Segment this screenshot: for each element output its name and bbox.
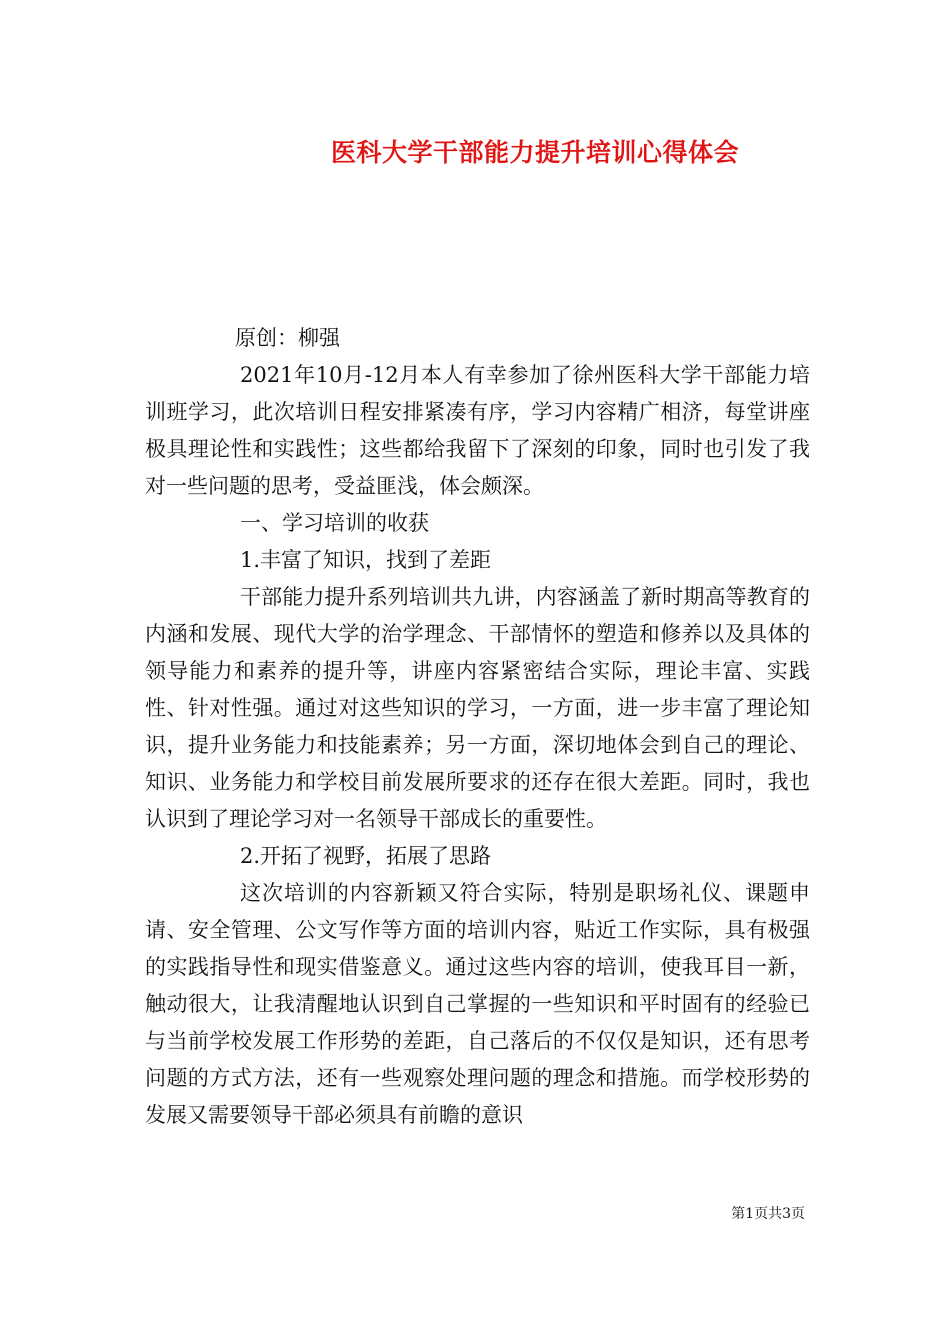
document-body — [145, 320, 810, 1134]
paragraph-vision: 这次培训的内容新颖又符合实际，特别是职场礼仪、课题申请、安全管理、公文写作等方面的培训内容，贴近工作实际，具有极强的实践指导性和现实借鉴意义。通过这些内容的培训，使我耳目一新，触动很大，让我清醒地认识到自己掌握的一些知识和平时固有的经验已与当前学校发展工作形势的差距，自己落后的不仅仅是知识，还有思考问题的方式方法，还有一些观察处理问题的理念和措施。而学校形势的发展又需要领导干部必须具有前瞻的意识 — [145, 881, 810, 1127]
author-line: 原创：柳强 — [235, 326, 340, 350]
sub-heading-2: 2.开拓了视野，拓展了思路 — [240, 844, 492, 868]
paragraph-knowledge: 干部能力提升系列培训共九讲，内容涵盖了新时期高等教育的内涵和发展、现代大学的治学理念、干部情怀的塑造和修养以及具体的领导能力和素养的提升等，讲座内容紧密结合实际，理论丰富、实践性、针对性强。通过对这些知识的学习，一方面，进一步丰富了理论知识，提升业务能力和技能素养；另一方面，深切地体会到自己的理论、知识、业务能力和学校目前发展所要求的还存在很大差距。同时，我也认识到了理论学习对一名领导干部成长的重要性。 — [145, 585, 810, 831]
sub-heading-1: 1.丰富了知识，找到了差距 — [240, 548, 492, 572]
document-title: 医科大学干部能力提升培训心得体会 — [330, 138, 739, 167]
paragraph-intro: 2021年10月-12月本人有幸参加了徐州医科大学干部能力培训班学习，此次培训日程安排紧凑有序，学习内容精广相济，每堂讲座极具理论性和实践性；这些都给我留下了深刻的印象，同时也引发了我对一些问题的思考，受益匪浅，体会颇深。 — [145, 363, 810, 498]
page-footer: 第1页共3页 — [731, 1206, 805, 1222]
section-heading: 一、学习培训的收获 — [240, 511, 429, 535]
